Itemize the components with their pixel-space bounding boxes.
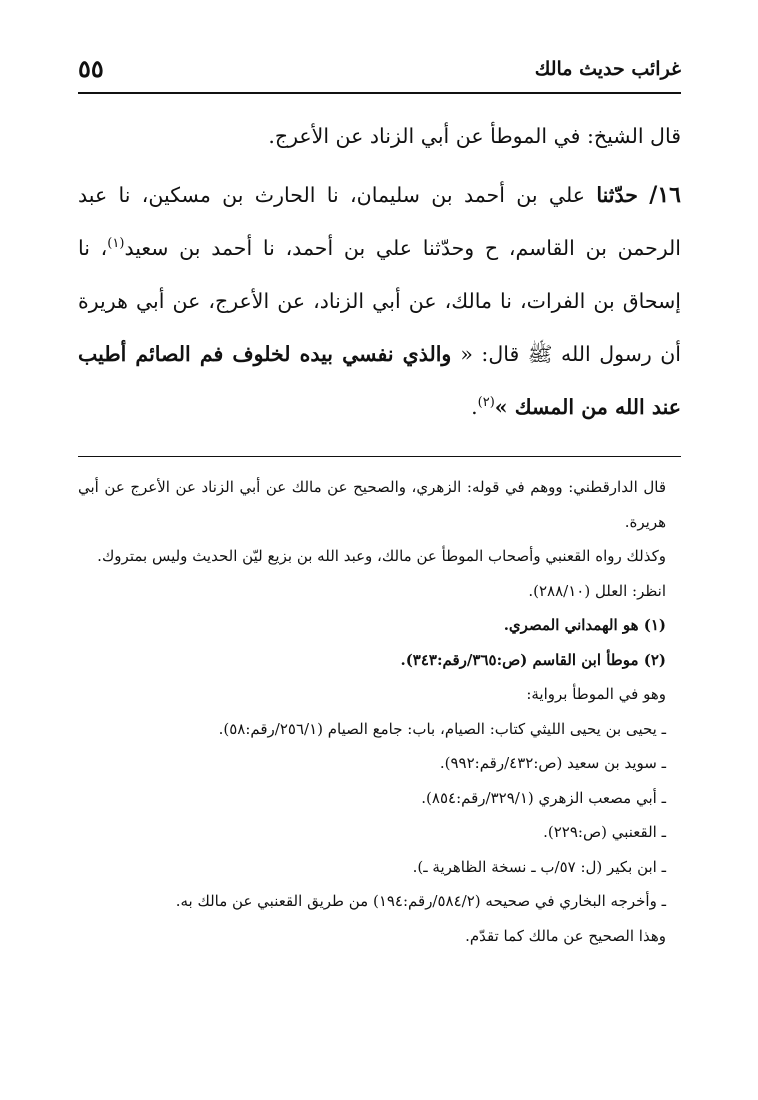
header-rule	[78, 92, 681, 94]
page-number: ٥٥	[78, 54, 104, 83]
riwaya-item: ـ أبي مصعب الزهري (٣٢٩/١/رقم:٨٥٤).	[421, 788, 666, 807]
footnote-1: (١) هو الهمداني المصري.	[503, 616, 666, 634]
closing-quote: »	[494, 395, 508, 419]
footnote-ref-2: (٢)	[477, 395, 495, 411]
hadith-paragraph	[78, 169, 681, 434]
note-kadhalika: وكذلك رواه القعنبي وأصحاب الموطأ عن مالك، وعبد الله بن بزيع ليّن الحديث وليس بمتروك.	[97, 547, 666, 565]
riwaya-item: ـ وأخرجه البخاري في صحيحه (٥٨٤/٢/رقم:١٩٤) من طريق القعنبي عن مالك به.	[175, 892, 666, 910]
main-text	[78, 110, 681, 434]
note-unzur: انظر: العلل (٢٨٨/١٠).	[528, 581, 666, 600]
riwaya-item: ـ سويد بن سعيد (ص:٤٣٢/رقم:٩٩٢).	[439, 754, 666, 772]
footnote-2: (٢) موطأ ابن القاسم (ص:٣٦٥/رقم:٣٤٣).	[400, 650, 666, 669]
hadith-matn: والذي نفسي بيده لخلوف فم الصائم أطيب عند الله من المسك	[78, 342, 681, 419]
intro-line: قال الشيخ: في الموطأ عن أبي الزناد عن الأعرج.	[268, 124, 681, 148]
riwaya-intro: وهو في الموطأ برواية:	[526, 685, 666, 703]
riwaya-item: ـ يحيى بن يحيى الليثي كتاب: الصيام، باب: جامع الصيام (٢٥٦/١/رقم:٥٨).	[218, 719, 666, 738]
riwaya-item: ـ ابن بكير (ل: ٥٧/ب ـ نسخة الظاهرية ـ).	[412, 857, 666, 876]
haddathana-word: حدّثنا	[596, 183, 638, 207]
isnad-part-1: علي بن أحمد بن سليمان، نا الحارث بن مسكين، نا عبد الرحمن بن القاسم، ح وحدّثنا علي بن أحمد، نا أحمد بن سعيد	[78, 183, 681, 260]
riwaya-item: وهذا الصحيح عن مالك كما تقدّم.	[465, 926, 666, 945]
footnote-ref-1: (١)	[107, 236, 125, 252]
footnote-separator	[78, 456, 681, 457]
hadith-number: ١٦/	[649, 182, 681, 208]
riwaya-item: ـ القعنبي (ص:٢٢٩).	[543, 823, 666, 841]
note-daraqutni: قال الدارقطني: ووهم في قوله: الزهري، والصحيح عن مالك عن أبي الزناد عن الأعرج عن أبي هريرة.	[78, 478, 667, 531]
footnotes	[78, 470, 666, 953]
isnad-part-2: ، نا إسحاق بن الفرات، نا مالك، عن أبي الزناد، عن الأعرج، عن أبي هريرة أن رسول الله ﷺ قال: «	[78, 236, 682, 366]
running-title: غرائب حديث مالك	[534, 58, 681, 80]
end-period: .	[471, 395, 478, 419]
page-header	[78, 52, 681, 92]
